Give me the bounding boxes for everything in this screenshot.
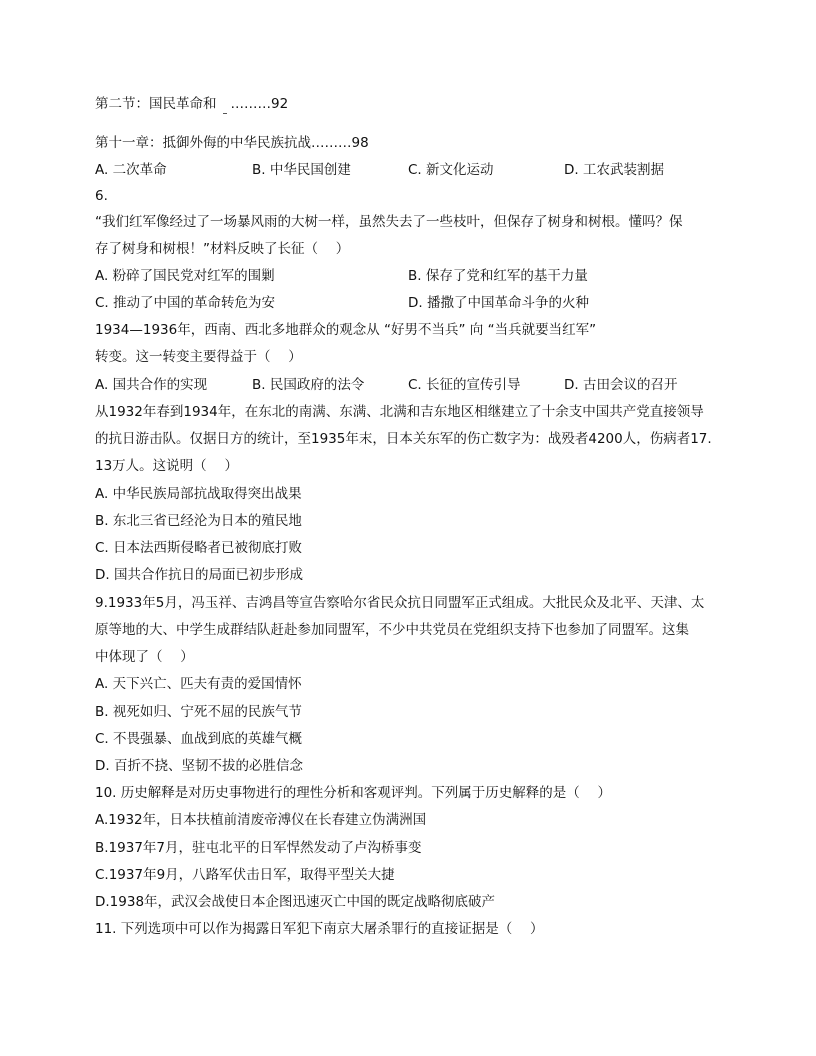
q8-stem-line-3: 13万人。这说明（ ） [95,458,238,474]
q6-stem-line-2: 存了树身和树根！”材料反映了长征（ ） [95,241,350,257]
q10-option-d: D.1938年，武汉会战使日本企图迅速灭亡中国的既定战略彻底破产 [95,894,496,910]
q10-option-a: A.1932年，日本扶植前清废帝溥仪在长春建立伪满洲国 [95,812,427,828]
q8-option-d: D. 国共合作抗日的局面已初步形成 [95,567,303,583]
q5-options [95,161,735,179]
q8-option-b: B. 东北三省已经沦为日本的殖民地 [95,513,302,529]
q9-stem-line-2: 原等地的大、中学生成群结队赶赴参加同盟军，不少中共党员在党组织支持下也参加了同盟军。这集 [95,622,689,638]
q6-option-d: D. 播撒了中国革命斗争的火种 [408,295,589,311]
toc-section-2 [95,95,735,114]
q9-stem-line-1: 9.1933年5月，冯玉祥、吉鸿昌等宣告察哈尔省民众抗日同盟军正式组成。大批民众及北平、天津、太 [95,595,705,611]
q8-option-c: C. 日本法西斯侵略者已被彻底打败 [95,540,303,556]
q9-option-d: D. 百折不挠、坚韧不拔的必胜信念 [95,758,303,774]
q9-option-b: B. 视死如归、宁死不屈的民族气节 [95,704,302,720]
toc-section-2-label: 第二节：国民革命和 [95,96,217,112]
q10-option-b: B.1937年7月，驻屯北平的日军悍然发动了卢沟桥事变 [95,840,422,856]
q7-option-a: A. 国共合作的实现 [95,377,208,393]
q10-option-c: C.1937年9月，八路军伏击日军，取得平型关大捷 [95,867,395,883]
q7-options [95,376,735,394]
q6-option-b: B. 保存了党和红军的基干力量 [408,268,588,284]
q6-stem-line-1: “我们红军像经过了一场暴风雨的大树一样，虽然失去了一些枝叶，但保存了树身和树根。懂吗？保 [95,214,683,230]
q7-option-d: D. 古田会议的召开 [564,377,678,393]
q11-stem: 11. 下列选项中可以作为揭露日军犯下南京大屠杀罪行的直接证据是（ ） [95,921,544,937]
q8-stem-line-1: 从1932年春到1934年，在东北的南满、东满、北满和吉东地区相继建立了十余支中国共产党直接领导 [95,404,704,420]
q6-option-a: A. 粉碎了国民党对红军的围剿 [95,268,275,284]
q9-stem-line-3: 中体现了（ ） [95,649,194,665]
toc-section-2-page: ………92 [230,96,289,112]
q5-option-c: C. 新文化运动 [408,162,494,178]
q5-option-b: B. 中华民国创建 [252,162,351,178]
q7-option-c: C. 长征的宣传引导 [408,377,521,393]
q5-option-d: D. 工农武装割据 [564,162,664,178]
small-mark [223,113,227,114]
q5-option-a: A. 二次革命 [95,162,167,178]
q7-stem-line-2: 转变。这一转变主要得益于（ ） [95,349,302,365]
q8-option-a: A. 中华民族局部抗战取得突出战果 [95,486,302,502]
q6-number: 6. [95,188,108,204]
q6-options-row-2 [95,294,735,312]
q8-stem-line-2: 的抗日游击队。仅据日方的统计，至1935年末，日本关东军的伤亡数字为：战殁者4200人，伤病者17. [95,431,712,447]
toc-chapter-11: 第十一章：抵御外侮的中华民族抗战………98 [95,135,369,151]
q9-option-a: A. 天下兴亡、匹夫有责的爱国情怀 [95,676,302,692]
q7-stem-line-1: 1934—1936年，西南、西北多地群众的观念从 “好男不当兵” 向 “当兵就要当红军” [95,322,597,338]
q6-option-c: C. 推动了中国的革命转危为安 [95,295,276,311]
q9-option-c: C. 不畏强暴、血战到底的英雄气概 [95,731,303,747]
q10-stem: 10. 历史解释是对历史事物进行的理性分析和客观评判。下列属于历史解释的是（ ） [95,785,612,801]
q7-option-b: B. 民国政府的法令 [252,377,365,393]
q6-options-row-1 [95,267,735,285]
